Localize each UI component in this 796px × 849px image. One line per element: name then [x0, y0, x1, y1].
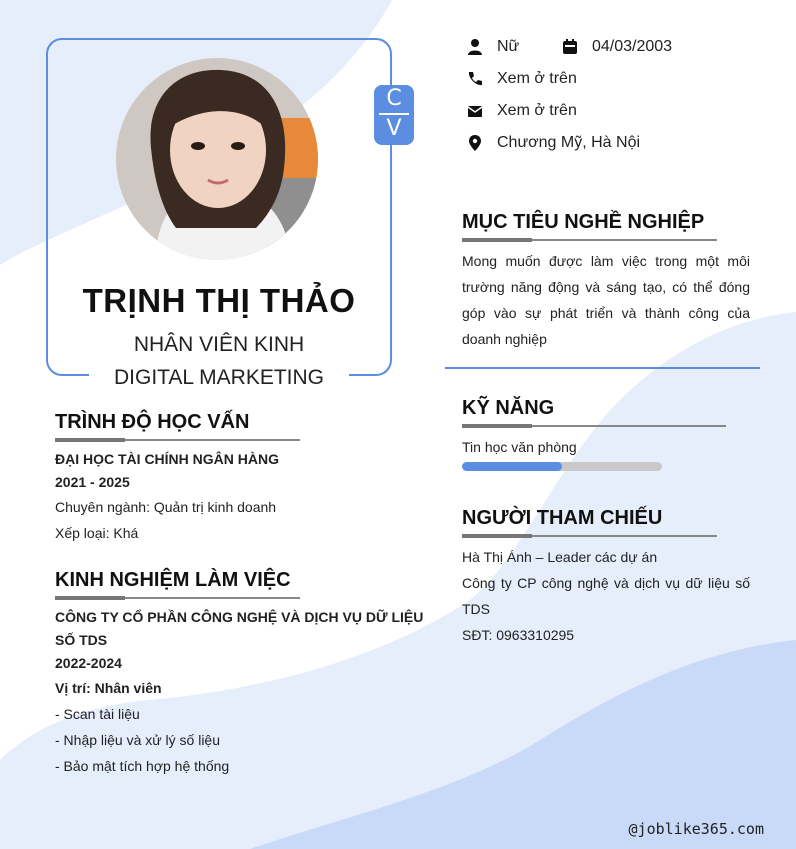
contact-address: [466, 134, 640, 152]
education-rule: [55, 439, 300, 441]
phone-value: Xem ở trên: [497, 70, 577, 87]
education-rank: Xếp loại: Khá: [55, 525, 139, 541]
reference-rule: [462, 535, 717, 537]
cv-badge-top: C: [386, 86, 402, 111]
contact-phone: [466, 70, 577, 88]
location-icon: [466, 134, 484, 152]
skill-progress-bar: [462, 462, 662, 471]
calendar-icon: [561, 38, 579, 56]
address-value: Chương Mỹ, Hà Nội: [497, 134, 641, 151]
skills-title: KỸ NĂNG: [462, 397, 555, 419]
phone-icon: [466, 70, 484, 88]
job-title: [46, 328, 392, 394]
experience-task: - Bảo mật tích hợp hệ thống: [55, 758, 230, 774]
reference-phone: SĐT: 0963310295: [462, 627, 575, 643]
objective-rule: [462, 239, 717, 241]
email-value: Xem ở trên: [497, 102, 577, 119]
skill-name: Tin học văn phòng: [462, 439, 577, 455]
reference-title: NGƯỜI THAM CHIẾU: [462, 507, 663, 529]
experience-years: 2022-2024: [55, 655, 122, 671]
cv-badge-bottom: V: [386, 116, 402, 141]
experience-company-line-1: CÔNG TY CỔ PHẦN CÔNG NGHỆ VÀ DỊCH VỤ DỮ LIỆU: [55, 609, 424, 625]
reference-person: Hà Thị Ánh – Leader các dự án: [462, 549, 658, 565]
birthday-value: 04/03/2003: [592, 38, 673, 55]
job-title-line-2: DIGITAL MARKETING: [89, 361, 349, 394]
user-icon: [466, 38, 484, 56]
objective-title: MỤC TIÊU NGHỀ NGHIỆP: [462, 211, 705, 233]
skill-progress-fill: [462, 462, 562, 471]
education-years: 2021 - 2025: [55, 474, 130, 490]
skills-rule: [462, 425, 726, 427]
section-divider: [445, 367, 760, 369]
contact-email: [466, 102, 577, 120]
mail-icon: [466, 102, 484, 120]
experience-company-line-2: SỐ TDS: [55, 632, 108, 648]
avatar: [116, 58, 318, 260]
education-school: ĐẠI HỌC TÀI CHÍNH NGÂN HÀNG: [55, 451, 279, 467]
experience-task: - Nhập liệu và xử lý số liệu: [55, 732, 220, 748]
contact-birthday: [561, 38, 672, 56]
experience-role: Vị trí: Nhân viên: [55, 680, 162, 696]
experience-task: - Scan tài liệu: [55, 706, 140, 722]
reference-company: Công ty CP công nghệ và dịch vụ dữ liệu số TDS: [462, 575, 750, 617]
objective-text: Mong muốn được làm việc trong một môi trường năng động và sáng tạo, có thể đóng góp vào sự phát triển và thành công của doanh nghiệp: [462, 253, 750, 347]
experience-rule: [55, 597, 300, 599]
education-title: TRÌNH ĐỘ HỌC VẤN: [55, 411, 250, 433]
job-title-line-1: NHÂN VIÊN KINH: [133, 333, 305, 356]
cv-badge: [374, 85, 414, 145]
candidate-name: TRỊNH THỊ THẢO: [82, 282, 356, 319]
watermark: @joblike365.com: [628, 820, 764, 838]
contact-gender: [466, 38, 519, 56]
gender-value: Nữ: [497, 38, 520, 55]
education-major: Chuyên ngành: Quản trị kinh doanh: [55, 499, 277, 515]
experience-title: KINH NGHIỆM LÀM VIỆC: [55, 569, 291, 591]
